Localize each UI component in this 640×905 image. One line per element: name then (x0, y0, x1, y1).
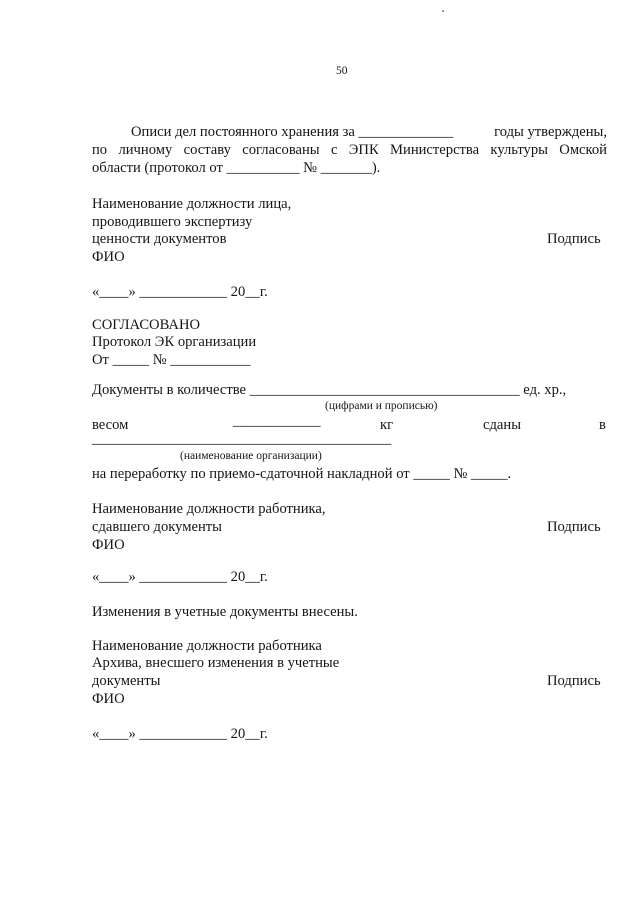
organization-hint: (наименование организации) (180, 450, 322, 462)
worker-signature-label: Подпись (547, 519, 601, 535)
preposition-v: в (599, 417, 606, 433)
intro-line-3-text-a: области (протокол от (92, 160, 223, 176)
intro-line-1 (131, 123, 607, 141)
archive-position-line-3: документы (92, 673, 161, 689)
intro-line-3 (92, 159, 380, 177)
intro-line-1-text-a: Описи дел постоянного хранения за (131, 124, 355, 140)
quantity-hint: (цифрами и прописью) (325, 400, 438, 412)
intro-years-blank: _____________ (358, 124, 454, 140)
archive-fio-label: ФИО (92, 691, 125, 707)
protocol-number-blank: _______ (320, 160, 372, 176)
intro-line-3-end: ). (371, 160, 381, 176)
worker-fio-label: ФИО (92, 537, 125, 553)
processing-line: на переработку по приемо-сдаточной накладной от _____ № _____. (92, 466, 512, 482)
expert-date-line: «____» ____________ 20__г. (92, 284, 268, 300)
organization-blank: _________________________________________ (92, 431, 392, 447)
worker-date-line: «____» ____________ 20__г. (92, 569, 268, 585)
expert-position-line-1: Наименование должности лица, (92, 196, 292, 212)
expert-position-line-3: ценности документов (92, 231, 227, 247)
scan-speck (442, 10, 444, 12)
ek-protocol-label: Протокол ЭК организации (92, 334, 257, 350)
worker-position-line-2: сдавшего документы (92, 519, 222, 535)
intro-number-sign: № (303, 160, 318, 176)
handed-over-label: сданы (483, 417, 521, 433)
intro-line-2: по личному составу согласованы с ЭПК Министерства культуры Омской (92, 142, 607, 158)
expert-fio-label: ФИО (92, 249, 125, 265)
page-number: 50 (336, 65, 348, 77)
weight-blank: ____________ (233, 413, 321, 429)
changes-made-statement: Изменения в учетные документы внесены. (92, 604, 358, 620)
documents-quantity-line: Документы в количестве _____________________________________ ед. хр., (92, 382, 567, 398)
ek-protocol-date-line: От _____ № ___________ (92, 352, 251, 368)
expert-signature-label: Подпись (547, 231, 601, 247)
worker-position-line-1: Наименование должности работника, (92, 501, 326, 517)
archive-position-line-2: Архива, внесшего изменения в учетные (92, 655, 340, 671)
expert-position-line-2: проводившего экспертизу (92, 214, 253, 230)
weight-label: весом (92, 417, 129, 433)
archive-date-line: «____» ____________ 20__г. (92, 726, 268, 742)
agreed-heading: СОГЛАСОВАНО (92, 317, 201, 333)
intro-line-1-text-b: годы утверждены, (494, 124, 607, 140)
kg-label: кг (380, 417, 394, 433)
protocol-date-blank: __________ (226, 160, 300, 176)
archive-position-line-1: Наименование должности работника (92, 638, 322, 654)
archive-signature-label: Подпись (547, 673, 601, 689)
